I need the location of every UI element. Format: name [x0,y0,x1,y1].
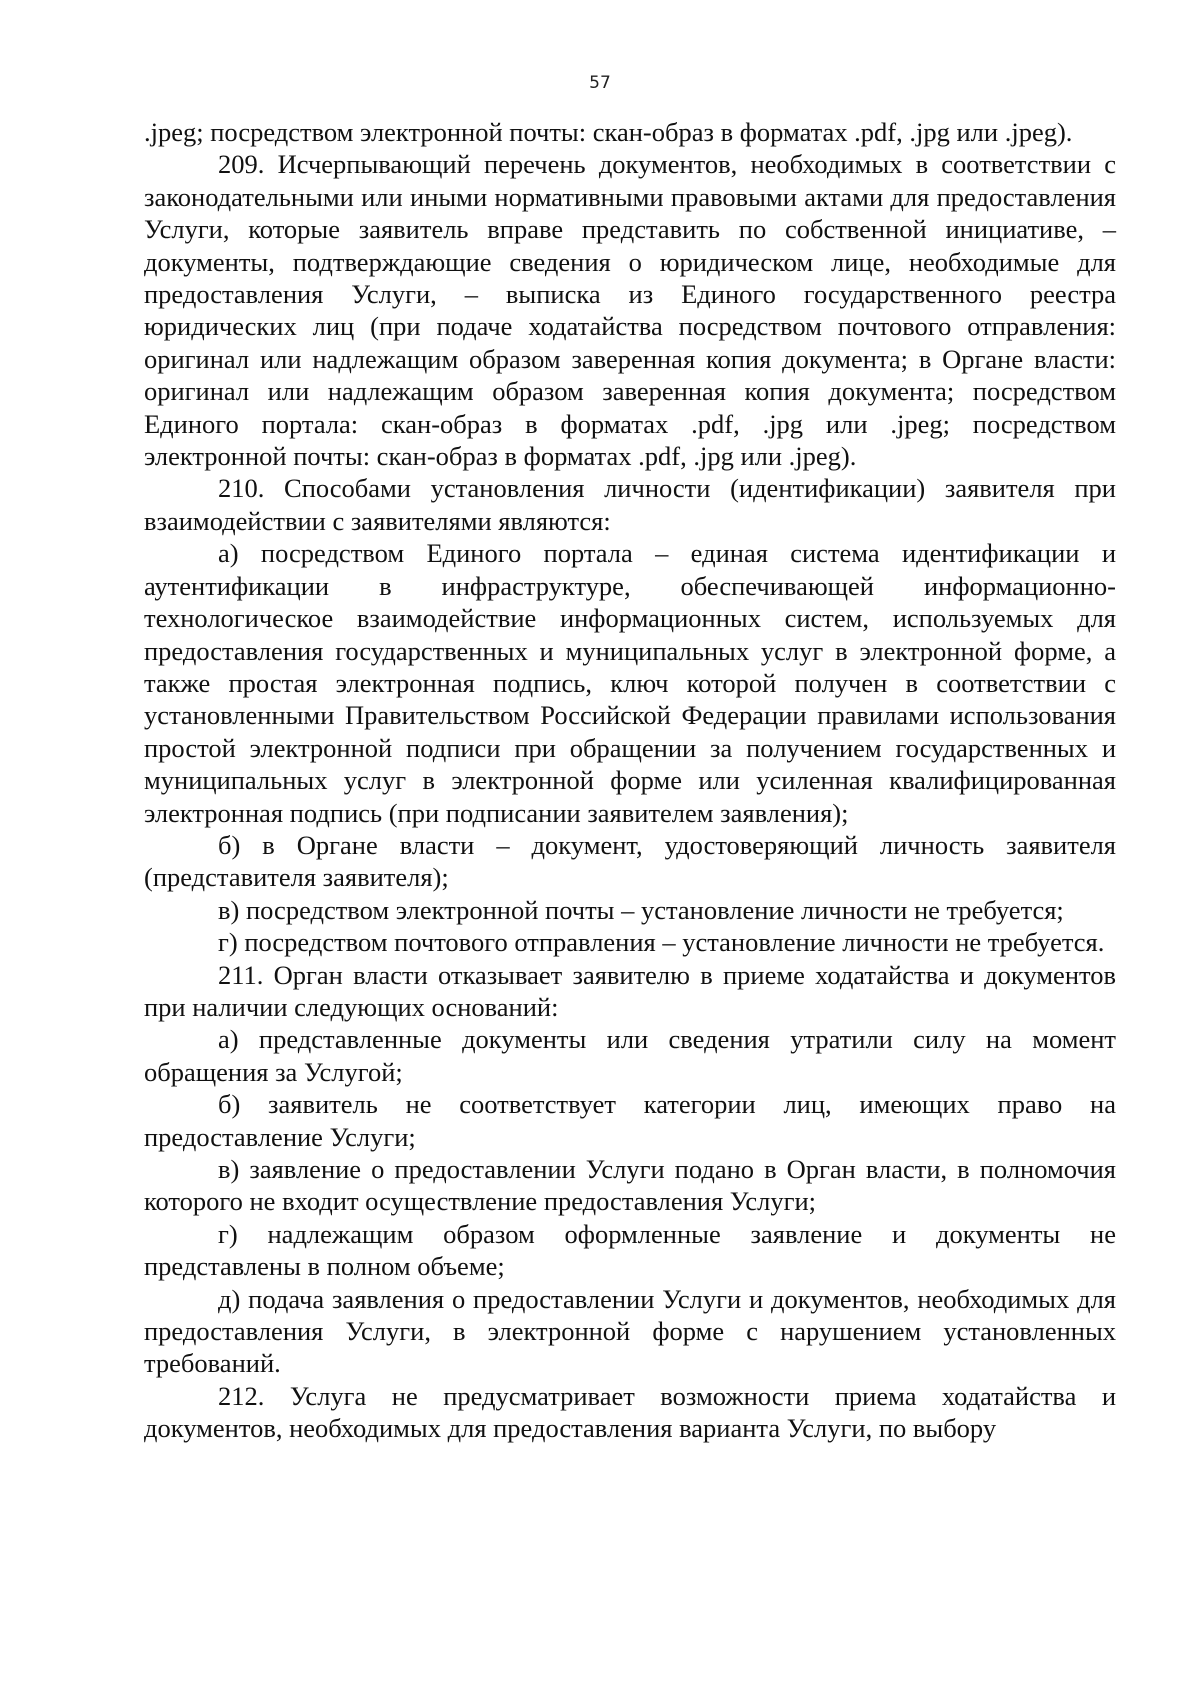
paragraph-210-g: г) посредством почтового отправления – установление личности не требуется. [218,927,1105,958]
paragraph-211-v: в) заявление о предоставлении Услуги подано в Орган власти, в полномочия которого не входит осуществление предоставления Услуги; [144,1154,1116,1217]
paragraph-212: 212. Услуга не предусматривает возможности приема ходатайства и документов, необходимых для предоставления варианта Услуги, по выбору [144,1380,1116,1444]
paragraph-210-a: а) посредством Единого портала – единая система идентификации и аутентификации в инфраструктуре, обеспечивающей информационно-технологическое взаимодействие информационных систем, используемых для предоставления государственных и муниципальных услуг в электронной форме, а также простая электронная подпись, ключ которой получен в соответствии с установленными Правительством Российской Федерации правилами использования простой электронной подписи при обращении за получением государственных и муниципальных услуг в электронной форме или усиленная квалифицированная электронная подпись (при подписании заявителем заявления); [144,538,1116,828]
paragraph-209: 209. Исчерпывающий перечень документов, необходимых в соответствии с законодательными или иными нормативными правовыми актами для предоставления Услуги, которые заявитель вправе представить по собственной инициативе, – документы, подтверждающие сведения о юридическом лице, необходимые для предоставления Услуги, – выписка из Единого государственного реестра юридических лиц (при подаче ходатайства посредством почтового отправления: оригинал или надлежащим образом заверенная копия документа; в Органе власти: оригинал или надлежащим образом заверенная копия документа; посредством Единого портала: скан-образ в форматах .pdf, .jpg или .jpeg; посредством электронной почты: скан-образ в форматах .pdf, .jpg или .jpeg). [144,149,1116,472]
paragraph-211: 211. Орган власти отказывает заявителю в приеме ходатайства и документов при наличии следующих оснований: [144,959,1116,1022]
paragraph-210-v: в) посредством электронной почты – установление личности не требуется; [218,894,1064,925]
paragraph-210: 210. Способами установления личности (идентификации) заявителя при взаимодействии с заявителями являются: [144,473,1116,536]
paragraph-211-d: д) подача заявления о предоставлении Услуги и документов, необходимых для предоставления Услуги, в электронной форме с нарушением установленных требований. [144,1283,1116,1379]
paragraph-211-b: б) заявитель не соответствует категории лиц, имеющих право на предоставление Услуги; [144,1089,1116,1152]
page-number: 57 [589,73,611,93]
document-body [144,116,1116,1445]
paragraph-continuation: .jpeg; посредством электронной почты: скан-образ в форматах .pdf, .jpg или .jpeg). [144,117,1073,147]
paragraph-211-a: а) представленные документы или сведения утратили силу на момент обращения за Услугой; [144,1024,1116,1087]
paragraph-211-g: г) надлежащим образом оформленные заявление и документы не представлены в полном объеме; [144,1218,1116,1282]
paragraph-210-b: б) в Органе власти – документ, удостоверяющий личность заявителя (представителя заявителя); [144,829,1116,893]
